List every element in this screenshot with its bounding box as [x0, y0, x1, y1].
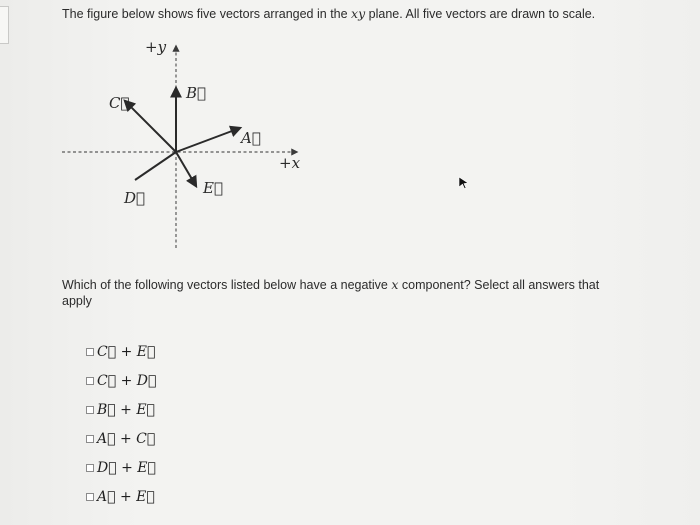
- question-text: The figure below shows five vectors arranged in the xy plane. All five vectors are drawn to scale.: [62, 6, 596, 21]
- option-a-plus-c[interactable]: [86, 424, 156, 453]
- checkbox[interactable]: [86, 377, 94, 385]
- vector-c-label: C⃗: [109, 94, 130, 112]
- vector-a-label: A⃗: [241, 129, 261, 147]
- sub-question-math-x: x: [391, 277, 399, 292]
- option-label: C⃗ + E⃗: [97, 343, 156, 360]
- checkbox[interactable]: [86, 493, 94, 501]
- axis-y-label: +y: [145, 38, 167, 56]
- option-c-plus-d[interactable]: [86, 366, 156, 395]
- option-a-plus-e[interactable]: [86, 482, 156, 511]
- checkbox[interactable]: [86, 435, 94, 443]
- vector-d-label: D⃗: [124, 189, 146, 207]
- vector-d-line: [135, 152, 176, 180]
- option-b-plus-e[interactable]: [86, 395, 156, 424]
- vector-e-arrow: [176, 152, 196, 186]
- vector-c-arrow: [125, 101, 176, 152]
- option-d-plus-e[interactable]: [86, 453, 156, 482]
- option-label: A⃗ + C⃗: [97, 430, 156, 447]
- vector-e-label: E⃗: [203, 179, 223, 197]
- option-label: A⃗ + E⃗: [97, 488, 155, 505]
- option-label: D⃗ + E⃗: [97, 459, 156, 476]
- checkbox[interactable]: [86, 406, 94, 414]
- axis-x-label: +x: [279, 154, 301, 172]
- answer-options: [86, 337, 156, 511]
- checkbox[interactable]: [86, 348, 94, 356]
- option-label: B⃗ + E⃗: [97, 401, 155, 418]
- question-math-xy: xy: [351, 6, 366, 21]
- option-c-plus-e[interactable]: [86, 337, 156, 366]
- sub-question-text: Which of the following vectors listed below have a negative x component? Select all answers that apply: [62, 277, 600, 308]
- mouse-pointer-icon: [458, 176, 470, 190]
- option-label: C⃗ + D⃗: [97, 372, 157, 389]
- vector-b-label: B⃗: [186, 84, 207, 102]
- vector-a-arrow: [176, 128, 240, 152]
- checkbox[interactable]: [86, 464, 94, 472]
